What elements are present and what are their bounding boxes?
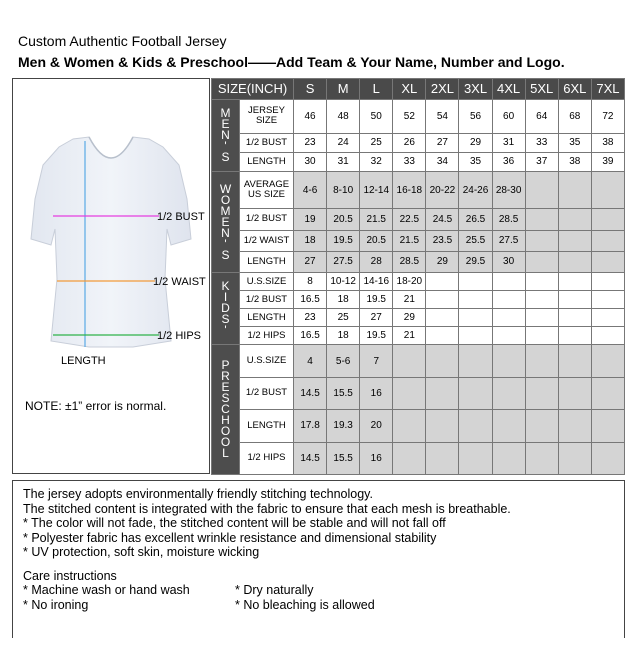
size-value-cell: 24 <box>327 133 360 152</box>
size-value-cell: 29 <box>393 309 426 327</box>
size-value-cell: 16.5 <box>294 291 327 309</box>
size-value-cell: 14.5 <box>294 377 327 409</box>
size-value-cell: 32 <box>360 152 393 171</box>
measurement-label: LENGTH <box>240 410 294 442</box>
size-header-cell: 6XL <box>558 79 591 100</box>
measurement-label: U.S.SIZE <box>240 273 294 291</box>
size-value-cell: 29.5 <box>459 251 492 272</box>
size-value-cell <box>525 273 558 291</box>
size-value-cell <box>426 327 459 345</box>
size-value-cell: 28.5 <box>393 251 426 272</box>
size-row <box>212 410 625 442</box>
care-item: * No bleaching is allowed <box>235 597 375 612</box>
size-value-cell: 28.5 <box>492 209 525 230</box>
category-letter: R <box>221 369 230 384</box>
measurement-label: 1/2 BUST <box>240 209 294 230</box>
category-letter: E <box>221 116 230 131</box>
category-letter: N <box>221 127 230 142</box>
size-value-cell: 35 <box>558 133 591 152</box>
size-value-cell: 34 <box>426 152 459 171</box>
size-value-cell <box>459 442 492 475</box>
size-value-cell: 50 <box>360 99 393 133</box>
size-value-cell: 33 <box>525 133 558 152</box>
measurement-label: 1/2 BUST <box>240 133 294 152</box>
size-value-cell: 25 <box>360 133 393 152</box>
category-letter: N <box>221 225 230 240</box>
measurement-label: AVERAGE US SIZE <box>240 172 294 209</box>
category-letter: H <box>221 413 230 428</box>
size-value-cell: 27 <box>294 251 327 272</box>
size-value-cell <box>459 410 492 442</box>
category-letter: S <box>221 247 230 262</box>
size-row <box>212 309 625 327</box>
size-header-cell: S <box>294 79 327 100</box>
size-value-cell: 19.5 <box>360 291 393 309</box>
size-value-cell <box>591 273 624 291</box>
size-value-cell: 52 <box>393 99 426 133</box>
size-value-cell <box>558 230 591 251</box>
size-value-cell <box>459 345 492 377</box>
category-letter: E <box>221 214 230 229</box>
size-value-cell: 19.3 <box>327 410 360 442</box>
category-letter: ' <box>224 323 227 338</box>
size-value-cell: 10-12 <box>327 273 360 291</box>
size-row <box>212 209 625 230</box>
size-value-cell <box>525 309 558 327</box>
care-list <box>23 583 614 612</box>
size-header-cell: 5XL <box>525 79 558 100</box>
measurement-label: LENGTH <box>240 251 294 272</box>
size-value-cell: 28-30 <box>492 172 525 209</box>
size-value-cell: 18 <box>327 327 360 345</box>
length-label: LENGTH <box>61 355 106 367</box>
measurement-label: 1/2 HIPS <box>240 442 294 475</box>
waist-label: 1/2 WAIST <box>153 276 206 288</box>
size-value-cell: 19 <box>294 209 327 230</box>
size-row <box>212 152 625 171</box>
jersey-shirt-icon <box>31 137 191 347</box>
error-note: NOTE: ±1” error is normal. <box>25 399 167 413</box>
size-value-cell: 8-10 <box>327 172 360 209</box>
size-value-cell: 30 <box>294 152 327 171</box>
size-row <box>212 172 625 209</box>
size-value-cell: 16.5 <box>294 327 327 345</box>
size-value-cell: 14-16 <box>360 273 393 291</box>
size-value-cell <box>558 309 591 327</box>
size-value-cell: 23 <box>294 133 327 152</box>
size-row <box>212 230 625 251</box>
size-header-cell: M <box>327 79 360 100</box>
size-value-cell: 22.5 <box>393 209 426 230</box>
measurement-label: 1/2 BUST <box>240 377 294 409</box>
size-value-cell: 21.5 <box>360 209 393 230</box>
size-value-cell <box>426 291 459 309</box>
size-value-cell: 68 <box>558 99 591 133</box>
size-value-cell <box>525 327 558 345</box>
size-value-cell: 30 <box>492 251 525 272</box>
size-value-cell: 26 <box>393 133 426 152</box>
size-value-cell: 17.8 <box>294 410 327 442</box>
size-value-cell <box>492 345 525 377</box>
size-value-cell <box>525 377 558 409</box>
size-value-cell: 21 <box>393 327 426 345</box>
size-value-cell <box>558 209 591 230</box>
size-value-cell: 15.5 <box>327 442 360 475</box>
measurement-label: JERSEY SIZE <box>240 99 294 133</box>
size-value-cell <box>459 291 492 309</box>
size-value-cell <box>558 251 591 272</box>
care-item: * No ironing <box>23 597 89 612</box>
page-subtitle: Men & Women & Kids & Preschool——Add Team & Your Name, Number and Logo. <box>18 54 565 70</box>
size-value-cell <box>525 345 558 377</box>
size-value-cell <box>558 410 591 442</box>
size-value-cell: 21 <box>393 291 426 309</box>
measurement-label: LENGTH <box>240 152 294 171</box>
page-title: Custom Authentic Football Jersey <box>18 33 227 49</box>
size-header-cell: 4XL <box>492 79 525 100</box>
size-value-cell <box>426 345 459 377</box>
category-letter: ' <box>224 138 227 153</box>
size-value-cell <box>459 377 492 409</box>
description-line: * UV protection, soft skin, moisture wicking <box>23 545 260 559</box>
size-row <box>212 345 625 377</box>
size-value-cell: 31 <box>492 133 525 152</box>
size-value-cell <box>426 410 459 442</box>
category-letter: M <box>220 105 231 120</box>
category-letter: ' <box>224 236 227 251</box>
measurement-label: U.S.SIZE <box>240 345 294 377</box>
size-value-cell: 12-14 <box>360 172 393 209</box>
category-letter: I <box>223 290 228 305</box>
size-value-cell: 24.5 <box>426 209 459 230</box>
care-item: * Dry naturally <box>235 583 314 597</box>
jersey-diagram <box>13 79 209 379</box>
size-value-cell: 48 <box>327 99 360 133</box>
size-header-cell: 2XL <box>426 79 459 100</box>
category-letter: P <box>221 358 230 373</box>
category-letter: O <box>220 435 231 450</box>
size-value-cell: 24-26 <box>459 172 492 209</box>
measurement-label: 1/2 BUST <box>240 291 294 309</box>
size-value-cell <box>558 442 591 475</box>
size-value-cell <box>393 410 426 442</box>
category-letter: S <box>221 312 230 327</box>
size-value-cell <box>558 327 591 345</box>
size-value-cell: 27.5 <box>327 251 360 272</box>
size-value-cell: 19.5 <box>360 327 393 345</box>
size-value-cell <box>492 442 525 475</box>
category-label <box>212 99 240 171</box>
size-value-cell <box>558 273 591 291</box>
size-value-cell: 39 <box>591 152 624 171</box>
size-header-cell: XL <box>393 79 426 100</box>
size-value-cell <box>591 377 624 409</box>
description-lines <box>23 487 614 560</box>
size-value-cell: 54 <box>426 99 459 133</box>
size-value-cell: 20.5 <box>327 209 360 230</box>
size-value-cell: 37 <box>525 152 558 171</box>
category-letter: O <box>220 424 231 439</box>
category-letter: S <box>221 391 230 406</box>
size-row <box>212 377 625 409</box>
size-value-cell: 20 <box>360 410 393 442</box>
size-value-cell <box>426 309 459 327</box>
size-value-cell <box>492 377 525 409</box>
size-value-cell <box>459 327 492 345</box>
size-value-cell <box>525 209 558 230</box>
size-value-cell: 18 <box>294 230 327 251</box>
description-line: * The color will not fade, the stitched content will be stable and will not fall off <box>23 516 446 530</box>
size-value-cell <box>591 309 624 327</box>
size-value-cell: 16 <box>360 377 393 409</box>
size-value-cell: 38 <box>591 133 624 152</box>
category-letter: E <box>221 380 230 395</box>
size-value-cell: 36 <box>492 152 525 171</box>
size-header-cell: 3XL <box>459 79 492 100</box>
size-value-cell: 29 <box>426 251 459 272</box>
size-value-cell: 27 <box>426 133 459 152</box>
description-line: The stitched content is integrated with the fabric to ensure that each mesh is breathable. <box>23 501 511 516</box>
size-value-cell <box>492 309 525 327</box>
size-value-cell: 46 <box>294 99 327 133</box>
size-value-cell <box>525 410 558 442</box>
care-title: Care instructions <box>23 568 117 583</box>
category-letter: W <box>219 181 232 196</box>
size-value-cell: 5-6 <box>327 345 360 377</box>
size-value-cell <box>426 442 459 475</box>
bust-label: 1/2 BUST <box>157 211 205 223</box>
size-value-cell: 27.5 <box>492 230 525 251</box>
size-value-cell: 29 <box>459 133 492 152</box>
size-value-cell <box>525 230 558 251</box>
size-value-cell <box>426 377 459 409</box>
size-value-cell <box>558 291 591 309</box>
description-line: The jersey adopts environmentally friendly stitching technology. <box>23 487 373 501</box>
size-value-cell: 64 <box>525 99 558 133</box>
size-value-cell: 72 <box>591 99 624 133</box>
size-row <box>212 251 625 272</box>
size-value-cell: 23 <box>294 309 327 327</box>
size-value-cell: 25 <box>327 309 360 327</box>
size-value-cell: 56 <box>459 99 492 133</box>
measurement-label: 1/2 WAIST <box>240 230 294 251</box>
size-value-cell <box>591 251 624 272</box>
jersey-diagram-panel <box>12 78 210 474</box>
care-item: * Machine wash or hand wash <box>23 583 190 597</box>
size-value-cell: 16 <box>360 442 393 475</box>
size-value-cell: 4-6 <box>294 172 327 209</box>
size-value-cell: 20-22 <box>426 172 459 209</box>
category-letter: S <box>221 149 230 164</box>
size-value-cell <box>591 230 624 251</box>
category-letter: K <box>221 279 230 294</box>
size-value-cell: 33 <box>393 152 426 171</box>
size-value-cell <box>558 172 591 209</box>
size-value-cell: 60 <box>492 99 525 133</box>
size-value-cell <box>558 377 591 409</box>
description-panel <box>12 480 625 638</box>
size-unit-header: SIZE(INCH) <box>212 79 294 100</box>
size-value-cell: 28 <box>360 251 393 272</box>
category-letter: D <box>221 301 230 316</box>
size-value-cell <box>591 327 624 345</box>
size-value-cell <box>591 442 624 475</box>
size-value-cell <box>393 442 426 475</box>
size-value-cell <box>492 273 525 291</box>
size-value-cell: 18-20 <box>393 273 426 291</box>
size-value-cell: 31 <box>327 152 360 171</box>
size-value-cell <box>393 377 426 409</box>
size-chart-body <box>212 79 625 475</box>
hips-label: 1/2 HIPS <box>157 330 202 342</box>
category-letter: O <box>220 192 231 207</box>
size-value-cell <box>459 273 492 291</box>
size-value-cell: 16-18 <box>393 172 426 209</box>
category-letter: M <box>220 203 231 218</box>
size-value-cell <box>492 410 525 442</box>
size-value-cell: 8 <box>294 273 327 291</box>
size-header-cell: L <box>360 79 393 100</box>
size-value-cell: 35 <box>459 152 492 171</box>
size-value-cell: 14.5 <box>294 442 327 475</box>
size-value-cell <box>558 345 591 377</box>
size-value-cell: 18 <box>327 291 360 309</box>
size-value-cell: 7 <box>360 345 393 377</box>
size-row <box>212 442 625 475</box>
size-value-cell <box>492 291 525 309</box>
size-row <box>212 99 625 133</box>
size-header-row <box>212 79 625 100</box>
size-value-cell: 4 <box>294 345 327 377</box>
category-letter: L <box>222 446 229 461</box>
size-value-cell <box>591 209 624 230</box>
size-value-cell <box>426 273 459 291</box>
size-row <box>212 327 625 345</box>
size-value-cell <box>591 410 624 442</box>
size-value-cell: 20.5 <box>360 230 393 251</box>
size-value-cell <box>525 251 558 272</box>
measurement-label: 1/2 HIPS <box>240 327 294 345</box>
size-value-cell <box>591 291 624 309</box>
size-row <box>212 291 625 309</box>
size-value-cell <box>525 172 558 209</box>
size-value-cell: 27 <box>360 309 393 327</box>
size-value-cell: 21.5 <box>393 230 426 251</box>
size-value-cell: 23.5 <box>426 230 459 251</box>
size-value-cell <box>591 345 624 377</box>
size-value-cell: 25.5 <box>459 230 492 251</box>
description-line: * Polyester fabric has excellent wrinkle resistance and dimensional stability <box>23 530 437 545</box>
size-chart-table <box>211 78 625 475</box>
size-value-cell <box>492 327 525 345</box>
size-value-cell <box>459 309 492 327</box>
measurement-label: LENGTH <box>240 309 294 327</box>
size-row <box>212 133 625 152</box>
size-value-cell: 15.5 <box>327 377 360 409</box>
size-value-cell: 26.5 <box>459 209 492 230</box>
size-value-cell <box>393 345 426 377</box>
size-row <box>212 273 625 291</box>
size-value-cell <box>525 442 558 475</box>
size-value-cell: 19.5 <box>327 230 360 251</box>
category-label <box>212 345 240 475</box>
category-letter: C <box>221 402 230 417</box>
size-value-cell: 38 <box>558 152 591 171</box>
size-value-cell <box>525 291 558 309</box>
size-header-cell: 7XL <box>591 79 624 100</box>
category-label <box>212 273 240 345</box>
category-label <box>212 172 240 273</box>
size-value-cell <box>591 172 624 209</box>
